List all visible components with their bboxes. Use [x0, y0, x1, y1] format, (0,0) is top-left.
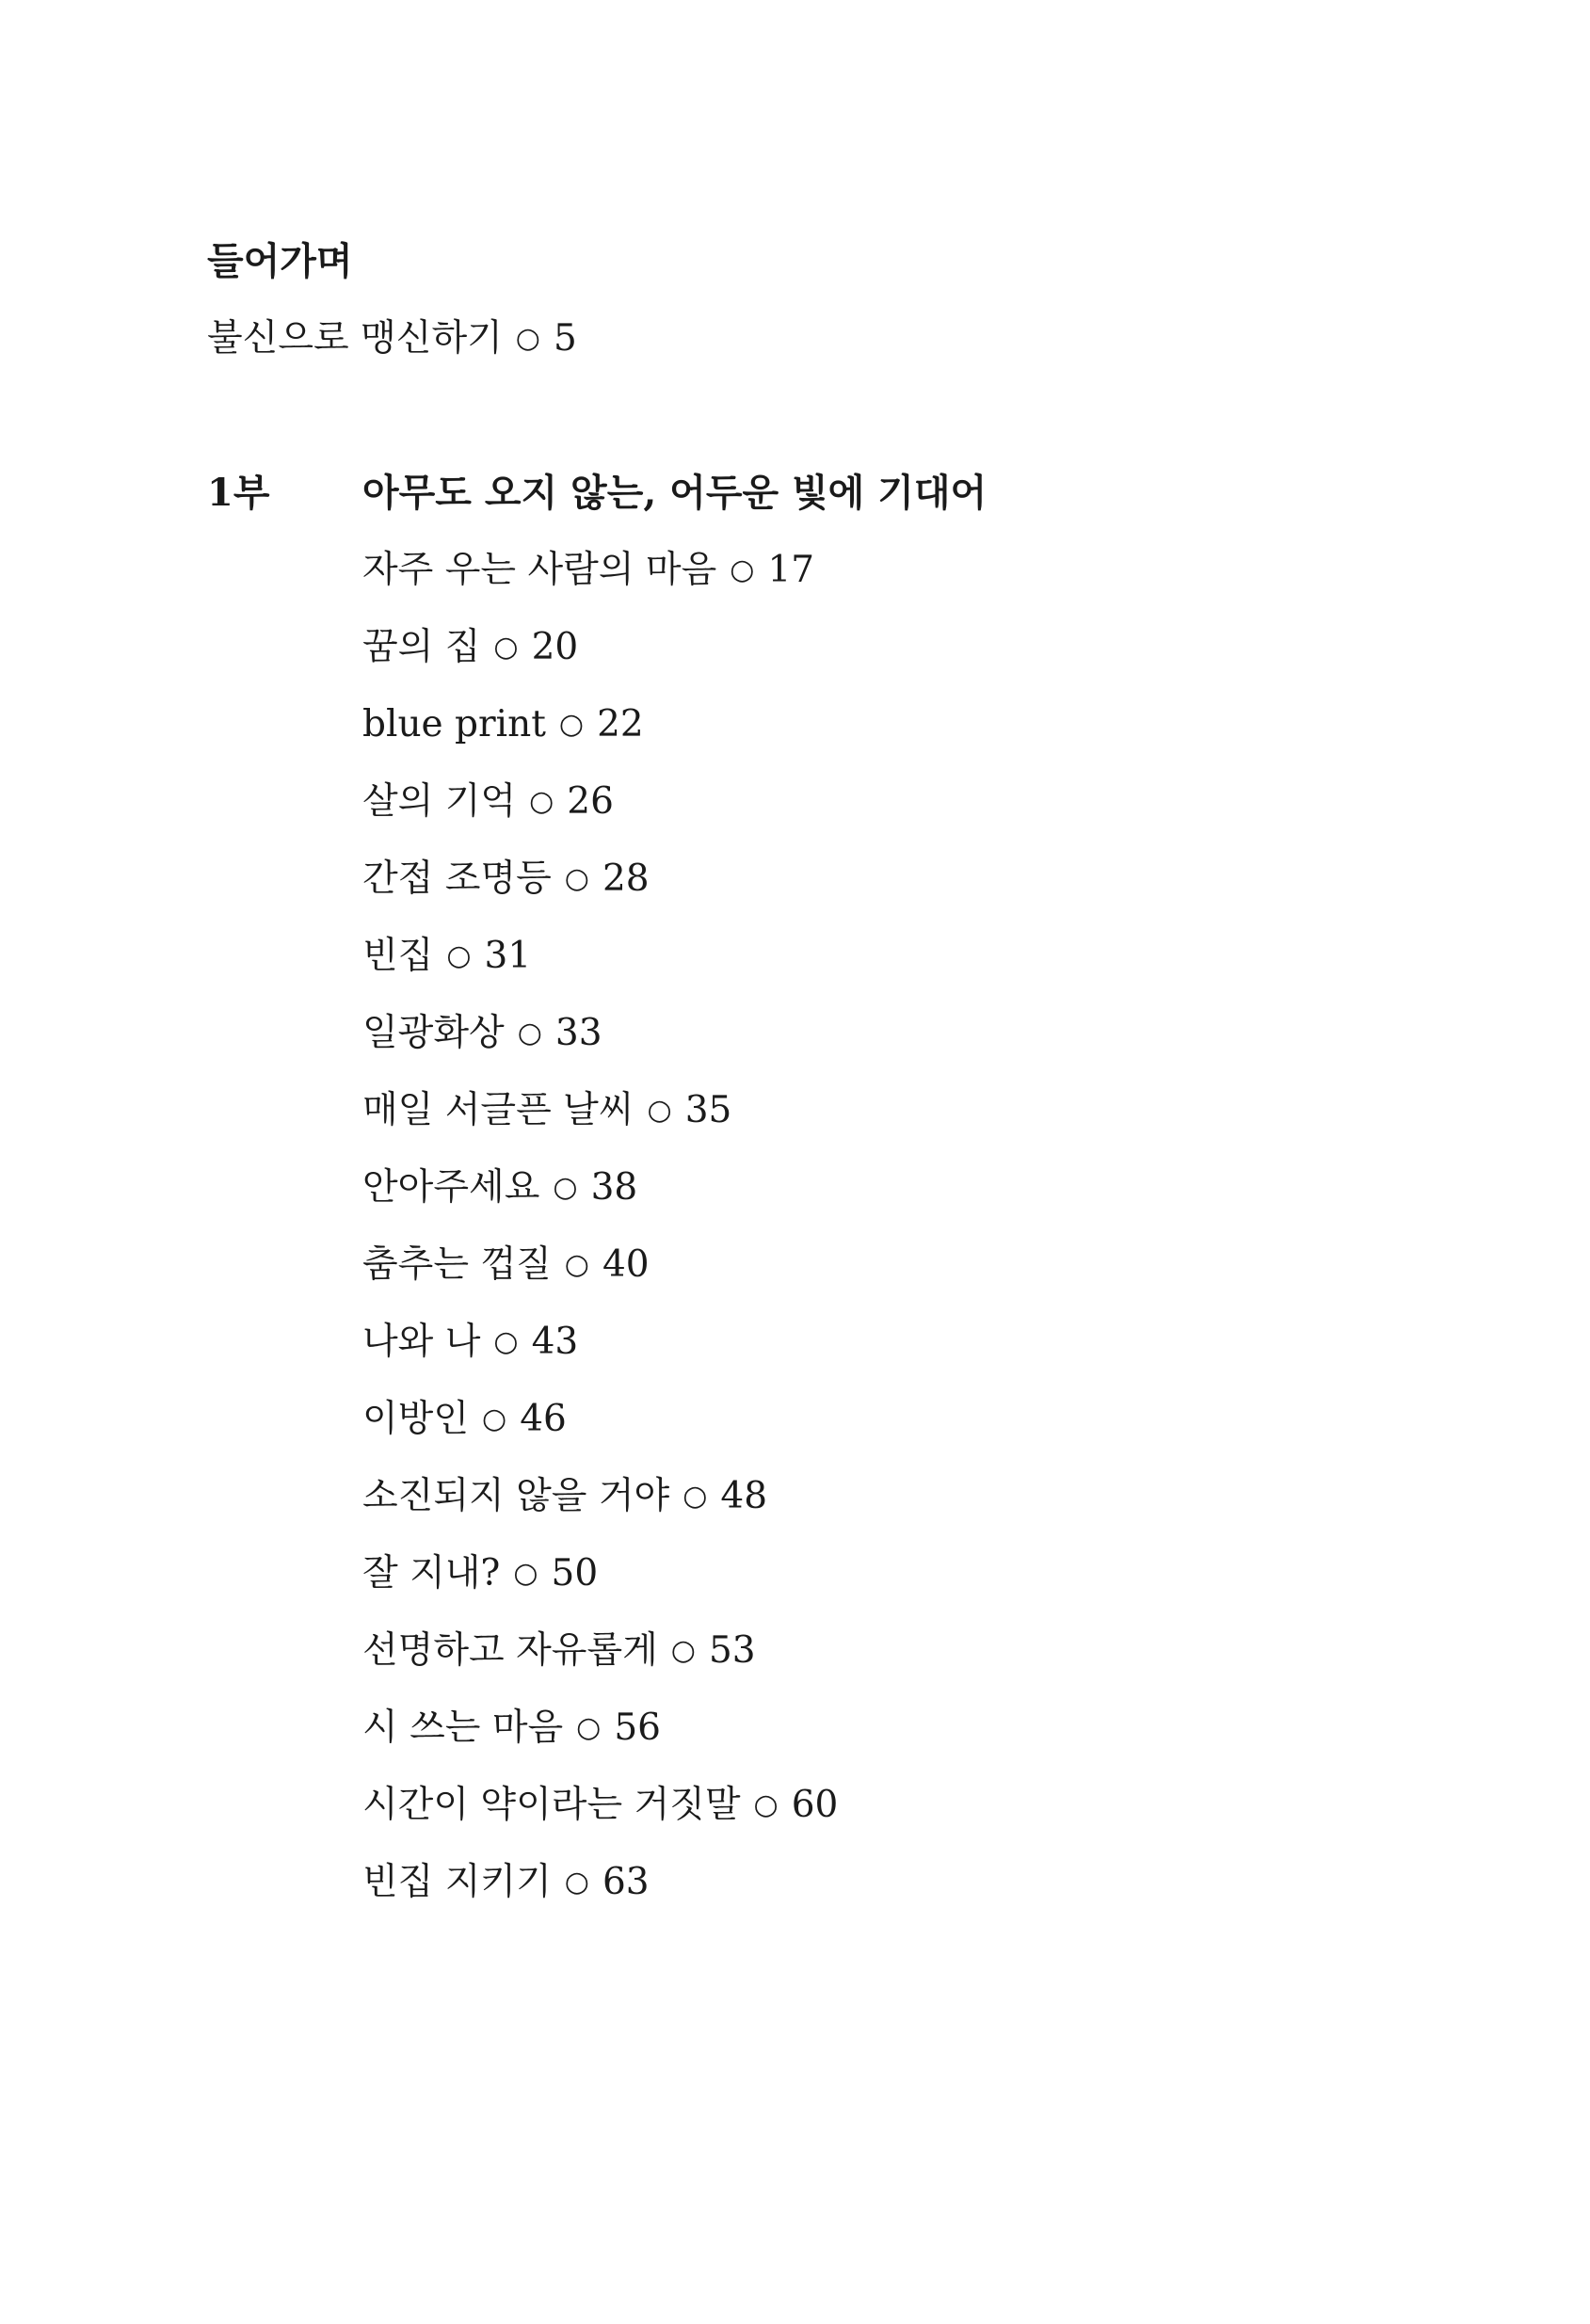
entry-page-number: 63 [602, 1861, 650, 1903]
toc-entry[interactable] [362, 1162, 838, 1239]
entry-title: 빈집 지키기 [362, 1861, 552, 1903]
toc-entry[interactable] [362, 1084, 838, 1162]
toc-entry[interactable] [362, 853, 838, 930]
separator-circle-icon: ○ [529, 785, 554, 818]
entry-title: 살의 기억 [362, 780, 517, 823]
entry-page-number: 35 [684, 1089, 732, 1131]
entry-page-number: 31 [484, 935, 532, 977]
toc-entry[interactable] [362, 1007, 838, 1084]
entry-page-number: 22 [597, 703, 644, 745]
toc-entry[interactable] [362, 621, 838, 698]
separator-circle-icon: ○ [493, 1325, 519, 1358]
separator-circle-icon: ○ [513, 1557, 538, 1590]
entry-title: 시 쓰는 마음 [362, 1707, 564, 1749]
separator-circle-icon: ○ [553, 1171, 578, 1204]
toc-entry[interactable] [362, 1393, 838, 1470]
entry-page-number: 26 [567, 780, 614, 823]
entry-title: 꿈의 집 [362, 626, 481, 668]
toc-entry[interactable] [362, 1547, 838, 1625]
intro-heading: 들어가며 [207, 239, 353, 283]
separator-circle-icon: ○ [515, 322, 540, 355]
entry-page-number: 28 [602, 857, 650, 900]
entry-title: 춤추는 껍질 [362, 1243, 552, 1286]
toc-entry[interactable] [362, 1856, 838, 1933]
entry-title: 빈집 [362, 935, 434, 977]
toc-entry[interactable] [362, 1239, 838, 1316]
entry-title: 선명하고 자유롭게 [362, 1629, 658, 1672]
entry-page-number: 38 [590, 1166, 638, 1209]
toc-entry-intro[interactable] [207, 313, 577, 365]
separator-circle-icon: ○ [517, 1017, 542, 1050]
separator-circle-icon: ○ [558, 708, 585, 741]
toc-entry[interactable] [362, 1702, 838, 1779]
entry-page-number: 5 [553, 317, 577, 360]
entry-title: 자주 우는 사람의 마음 [362, 549, 717, 591]
entry-page-number: 48 [720, 1475, 768, 1517]
toc-list [362, 544, 838, 1933]
toc-entry[interactable] [362, 930, 838, 1007]
separator-circle-icon: ○ [493, 631, 519, 664]
entry-page-number: 60 [791, 1784, 839, 1826]
separator-circle-icon: ○ [564, 1248, 589, 1281]
entry-page-number: 40 [602, 1243, 650, 1286]
part-label: 1부 [207, 471, 270, 515]
entry-page-number: 33 [554, 1012, 602, 1054]
separator-circle-icon: ○ [670, 1634, 696, 1667]
entry-title: 안아주세요 [362, 1166, 540, 1209]
toc-entry[interactable] [362, 1625, 838, 1702]
entry-title: 일광화상 [362, 1012, 505, 1054]
separator-circle-icon: ○ [564, 1866, 589, 1899]
separator-circle-icon: ○ [730, 553, 755, 586]
entry-page-number: 56 [614, 1707, 661, 1749]
toc-entry[interactable] [362, 544, 838, 621]
entry-title: 나와 나 [362, 1321, 481, 1363]
entry-title: 이방인 [362, 1398, 470, 1440]
separator-circle-icon: ○ [482, 1402, 507, 1435]
entry-title: 불신으로 맹신하기 [207, 317, 503, 360]
toc-entry[interactable] [362, 1470, 838, 1547]
toc-entry[interactable] [362, 776, 838, 853]
part-title: 아무도 오지 않는, 어두운 빛에 기대어 [362, 471, 988, 515]
separator-circle-icon: ○ [647, 1094, 672, 1127]
entry-title: 매일 서글픈 날씨 [362, 1089, 634, 1131]
separator-circle-icon: ○ [564, 862, 589, 895]
entry-page-number: 17 [767, 549, 815, 591]
entry-page-number: 53 [708, 1629, 756, 1672]
entry-page-number: 20 [531, 626, 579, 668]
entry-title: blue print [362, 703, 546, 745]
toc-entry[interactable] [362, 1779, 838, 1856]
entry-page-number: 50 [551, 1552, 599, 1595]
entry-title: 시간이 약이라는 거짓말 [362, 1784, 741, 1826]
toc-entry[interactable] [362, 1316, 838, 1393]
entry-title: 소진되지 않을 거야 [362, 1475, 670, 1517]
entry-title: 잘 지내? [362, 1552, 501, 1595]
separator-circle-icon: ○ [576, 1711, 602, 1744]
entry-page-number: 43 [531, 1321, 579, 1363]
toc-entry[interactable] [362, 698, 838, 776]
entry-page-number: 46 [520, 1398, 567, 1440]
entry-title: 간접 조명등 [362, 857, 552, 900]
separator-circle-icon: ○ [753, 1788, 779, 1821]
separator-circle-icon: ○ [446, 939, 472, 972]
separator-circle-icon: ○ [683, 1480, 708, 1513]
